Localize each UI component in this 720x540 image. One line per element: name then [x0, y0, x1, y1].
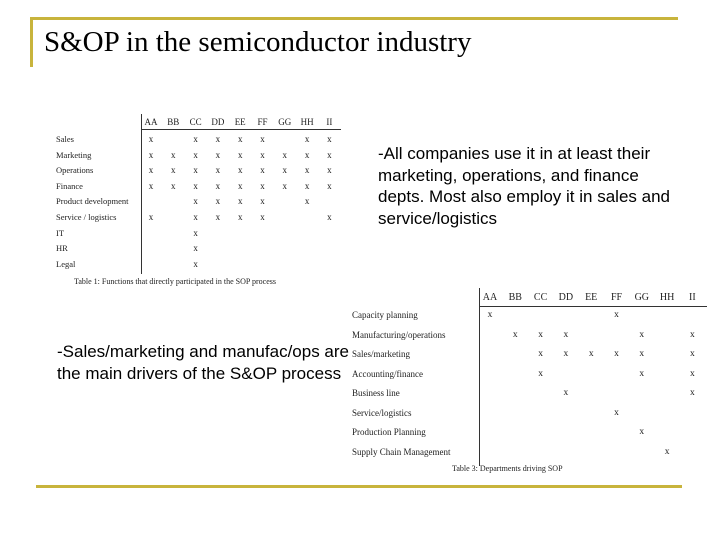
table-cell-mark: x [148, 134, 154, 144]
table-cell-mark: x [215, 165, 221, 176]
column-header: FF [257, 117, 268, 127]
column-header: GG [634, 292, 650, 303]
table-cell-mark: x [260, 212, 265, 222]
row-label: Service / logistics [56, 212, 117, 222]
table-cell-mark: x [664, 446, 670, 457]
row-label: Service/logistics [352, 407, 412, 418]
column-header: EE [234, 117, 246, 127]
column-header: II [689, 292, 696, 303]
note-all-companies: -All companies use it in at least their marketing, operations, and finance depts. Most also employ it in sales and service/logistics [378, 144, 670, 228]
table-cell-mark: x [148, 212, 154, 222]
table-cell-mark: x [282, 149, 288, 160]
table-cell-mark: x [282, 180, 288, 191]
row-label: Marketing [56, 149, 92, 160]
table-cell-mark: x [304, 165, 310, 176]
table-cell-mark: x [237, 196, 243, 207]
table-cell-mark: x [563, 329, 569, 340]
row-label: Accounting/finance [352, 368, 423, 379]
table-cell-mark: x [538, 349, 543, 359]
row-label: Production Planning [352, 427, 426, 437]
table-header-rule [141, 129, 341, 130]
table-cell-mark: x [538, 368, 543, 379]
table-cell-mark: x [327, 149, 332, 160]
table-cell-mark: x [193, 165, 198, 176]
table-cell-mark: x [148, 149, 154, 160]
table-cell-mark: x [260, 149, 265, 160]
table-cell-mark: x [260, 196, 265, 207]
column-header: CC [189, 117, 202, 127]
table-cell-mark: x [193, 149, 198, 160]
table-cell-mark: x [487, 310, 493, 320]
table-caption: Table 3: Departments driving SOP [452, 464, 563, 473]
column-header: HH [300, 117, 314, 127]
row-label: Business line [352, 388, 400, 398]
table-cell-mark: x [215, 196, 221, 207]
column-header: EE [585, 292, 598, 303]
row-label: Supply Chain Management [352, 446, 451, 457]
column-header: BB [167, 117, 180, 127]
table-cell-mark: x [327, 212, 332, 222]
table-cell-mark: x [215, 212, 221, 222]
bottom-divider [36, 485, 682, 488]
table-cell-mark: x [614, 310, 619, 320]
column-header: CC [533, 292, 548, 303]
table-cell-mark: x [690, 388, 695, 398]
table-cell-mark: x [614, 349, 619, 359]
table-cell-mark: x [193, 227, 198, 238]
table-cell-mark: x [512, 329, 518, 340]
column-header: FF [610, 292, 623, 303]
row-label: Operations [56, 165, 94, 176]
slide-title: S&OP in the semiconductor industry [44, 26, 472, 58]
row-label: Sales [56, 134, 74, 144]
column-header: AA [482, 292, 498, 303]
table-cell-mark: x [327, 134, 332, 144]
table-cell-mark: x [614, 407, 619, 418]
column-header: GG [278, 117, 292, 127]
column-header: HH [659, 292, 675, 303]
column-header: DD [558, 292, 574, 303]
table-cell-mark: x [215, 149, 221, 160]
row-label: Product development [56, 196, 129, 207]
table-cell-mark: x [304, 196, 310, 207]
table-cell-mark: x [215, 180, 221, 191]
column-header: BB [508, 292, 522, 303]
table-cell-mark: x [237, 149, 243, 160]
table-cell-mark: x [304, 134, 310, 144]
table-cell-mark: x [563, 349, 569, 359]
table-cell-mark: x [171, 180, 176, 191]
table-cell-mark: x [171, 149, 176, 160]
table-cell-mark: x [639, 368, 645, 379]
table-cell-mark: x [690, 368, 695, 379]
table-cell-mark: x [563, 388, 569, 398]
table-cell-mark: x [304, 149, 310, 160]
table-cell-mark: x [215, 134, 221, 144]
row-label: Legal [56, 258, 76, 269]
table-cell-mark: x [237, 180, 243, 191]
table-cell-mark: x [237, 165, 243, 176]
table-cell-mark: x [639, 349, 645, 359]
table-cell-mark: x [538, 329, 543, 340]
title-bracket-horizontal [30, 17, 678, 20]
table-caption: Table 1: Functions that directly participated in the SOP process [74, 277, 276, 286]
column-header: II [326, 117, 333, 127]
table-cell-mark: x [327, 165, 332, 176]
table-cell-mark: x [148, 165, 154, 176]
table-cell-mark: x [282, 165, 288, 176]
table-header-rule [479, 306, 707, 307]
row-label: Manufacturing/operations [352, 329, 446, 340]
table-cell-mark: x [327, 180, 332, 191]
row-label: Sales/marketing [352, 349, 410, 359]
column-header: AA [144, 117, 158, 127]
row-label: HR [56, 243, 68, 254]
table-cell-mark: x [260, 165, 265, 176]
table-cell-mark: x [193, 243, 198, 254]
table-cell-mark: x [588, 349, 594, 359]
row-label: IT [56, 227, 65, 238]
table-cell-mark: x [304, 180, 310, 191]
table-cell-mark: x [639, 427, 645, 437]
row-label: Capacity planning [352, 310, 418, 320]
table-cell-mark: x [690, 349, 695, 359]
table-cell-mark: x [171, 165, 176, 176]
table-cell-mark: x [193, 258, 198, 269]
table-cell-mark: x [260, 134, 265, 144]
table-cell-mark: x [690, 329, 695, 340]
title-bracket-vertical [30, 17, 33, 67]
table-cell-mark: x [237, 212, 243, 222]
table-cell-mark: x [193, 196, 198, 207]
table-cell-mark: x [193, 180, 198, 191]
column-header: DD [211, 117, 225, 127]
table-cell-mark: x [193, 134, 198, 144]
note-main-drivers: -Sales/marketing and manufac/ops are the main drivers of the S&OP process [57, 342, 349, 383]
table-cell-mark: x [237, 134, 243, 144]
table-cell-mark: x [148, 180, 154, 191]
table-cell-mark: x [260, 180, 265, 191]
table-cell-mark: x [639, 329, 645, 340]
row-label: Finance [56, 180, 83, 191]
table-cell-mark: x [193, 212, 198, 222]
table-functions-participating [56, 114, 356, 290]
table-departments-driving-sop [352, 288, 698, 478]
